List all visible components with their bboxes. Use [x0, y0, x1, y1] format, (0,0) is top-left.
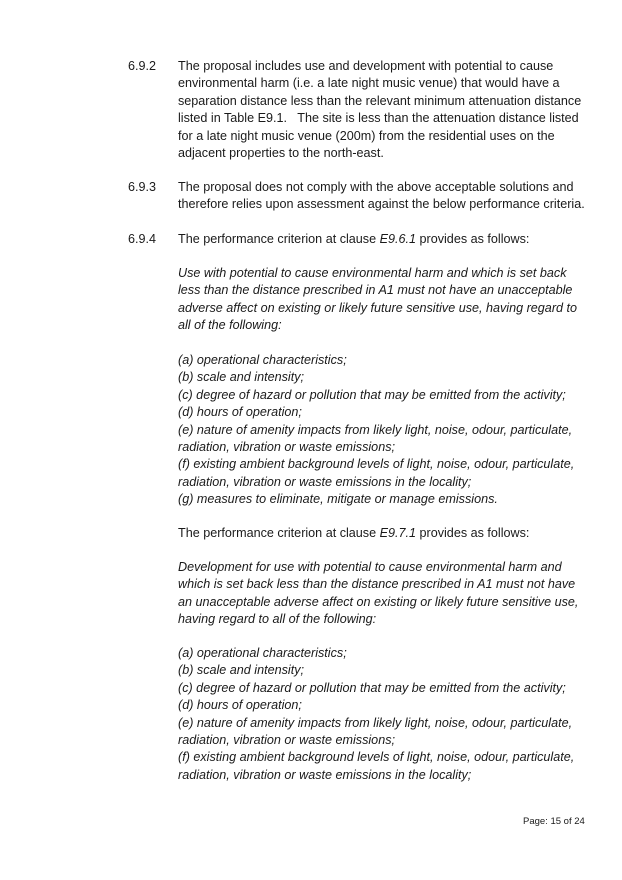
quoted-criterion-e9-7-1: [178, 559, 588, 629]
quote-line: all of the following:: [178, 318, 282, 333]
intro-text: The performance criterion at clause: [178, 232, 380, 246]
paragraph-line: environmental harm (i.e. a late night music venue) that would have a: [178, 76, 560, 91]
paragraph-line: The proposal includes use and development with potential to cause: [178, 59, 554, 73]
quote-line: adverse affect on existing or likely future sensitive use, having regard to: [178, 300, 578, 315]
list-item: (a) operational characteristics;: [178, 646, 347, 660]
criterion-intro-e9-6-1: [178, 231, 588, 248]
intro-text: The performance criterion at clause: [178, 526, 380, 540]
quoted-criterion-e9-6-1: [178, 265, 588, 335]
paragraph-line: listed in Table E9.1. The site is less than the attenuation distance listed: [178, 111, 579, 126]
paragraph-line: therefore relies upon assessment against the below performance criteria.: [178, 197, 585, 212]
paragraph-line: adjacent properties to the north-east.: [178, 146, 384, 161]
list-item: (f) existing ambient background levels of light, noise, odour, particulate,: [178, 457, 575, 472]
paragraph-line: separation distance less than the relevant minimum attenuation distance: [178, 93, 582, 108]
criterion-intro-line: [178, 525, 588, 542]
criteria-list-e9-7-1: [178, 645, 588, 784]
list-item: (b) scale and intensity;: [178, 370, 304, 385]
list-item: (a) operational characteristics;: [178, 353, 347, 367]
quote-line: Use with potential to cause environmental harm and which is set back: [178, 266, 567, 280]
list-item: (e) nature of amenity impacts from likely light, noise, odour, particulate,: [178, 422, 573, 437]
quote-line: less than the distance prescribed in A1 must not have an unacceptable: [178, 283, 573, 298]
list-item: (c) degree of hazard or pollution that may be emitted from the activity;: [178, 680, 566, 695]
list-item: (f) existing ambient background levels of light, noise, odour, particulate,: [178, 750, 575, 765]
page-number: Page: 15 of 24: [523, 816, 585, 827]
list-item: (g) measures to eliminate, mitigate or manage emissions.: [178, 492, 498, 507]
clause-reference: E9.6.1: [379, 232, 417, 246]
list-item: radiation, vibration or waste emissions;: [178, 440, 395, 455]
criteria-list-e9-6-1: [178, 352, 588, 509]
section-number-6-9-2: 6.9.2: [128, 59, 157, 73]
clause-reference: E9.7.1: [379, 526, 417, 540]
section-number-6-9-3: 6.9.3: [128, 180, 157, 194]
paragraph-6-9-3: [178, 179, 588, 214]
list-item: radiation, vibration or waste emissions in the locality;: [178, 767, 472, 782]
section-number-6-9-4: 6.9.4: [128, 232, 157, 246]
intro-text: provides as follows:: [416, 526, 530, 540]
list-item: (d) hours of operation;: [178, 405, 302, 420]
quote-line: an unacceptable adverse affect on existing or likely future sensitive use,: [178, 594, 579, 609]
quote-line: Development for use with potential to cause environmental harm and: [178, 560, 562, 574]
paragraph-line: The proposal does not comply with the above acceptable solutions and: [178, 180, 574, 194]
list-item: radiation, vibration or waste emissions;: [178, 733, 395, 748]
list-item: (d) hours of operation;: [178, 698, 302, 713]
quote-line: which is set back less than the distance prescribed in A1 must not have: [178, 577, 576, 592]
list-item: (b) scale and intensity;: [178, 663, 304, 678]
list-item: (e) nature of amenity impacts from likely light, noise, odour, particulate,: [178, 715, 573, 730]
paragraph-line: for a late night music venue (200m) from the residential uses on the: [178, 128, 555, 143]
criterion-intro-line: [178, 231, 588, 248]
paragraph-6-9-2: [178, 58, 588, 162]
quote-line: having regard to all of the following:: [178, 612, 377, 627]
list-item: (c) degree of hazard or pollution that may be emitted from the activity;: [178, 387, 566, 402]
intro-text: provides as follows:: [416, 232, 530, 246]
list-item: radiation, vibration or waste emissions in the locality;: [178, 474, 472, 489]
criterion-intro-e9-7-1: [178, 525, 588, 542]
